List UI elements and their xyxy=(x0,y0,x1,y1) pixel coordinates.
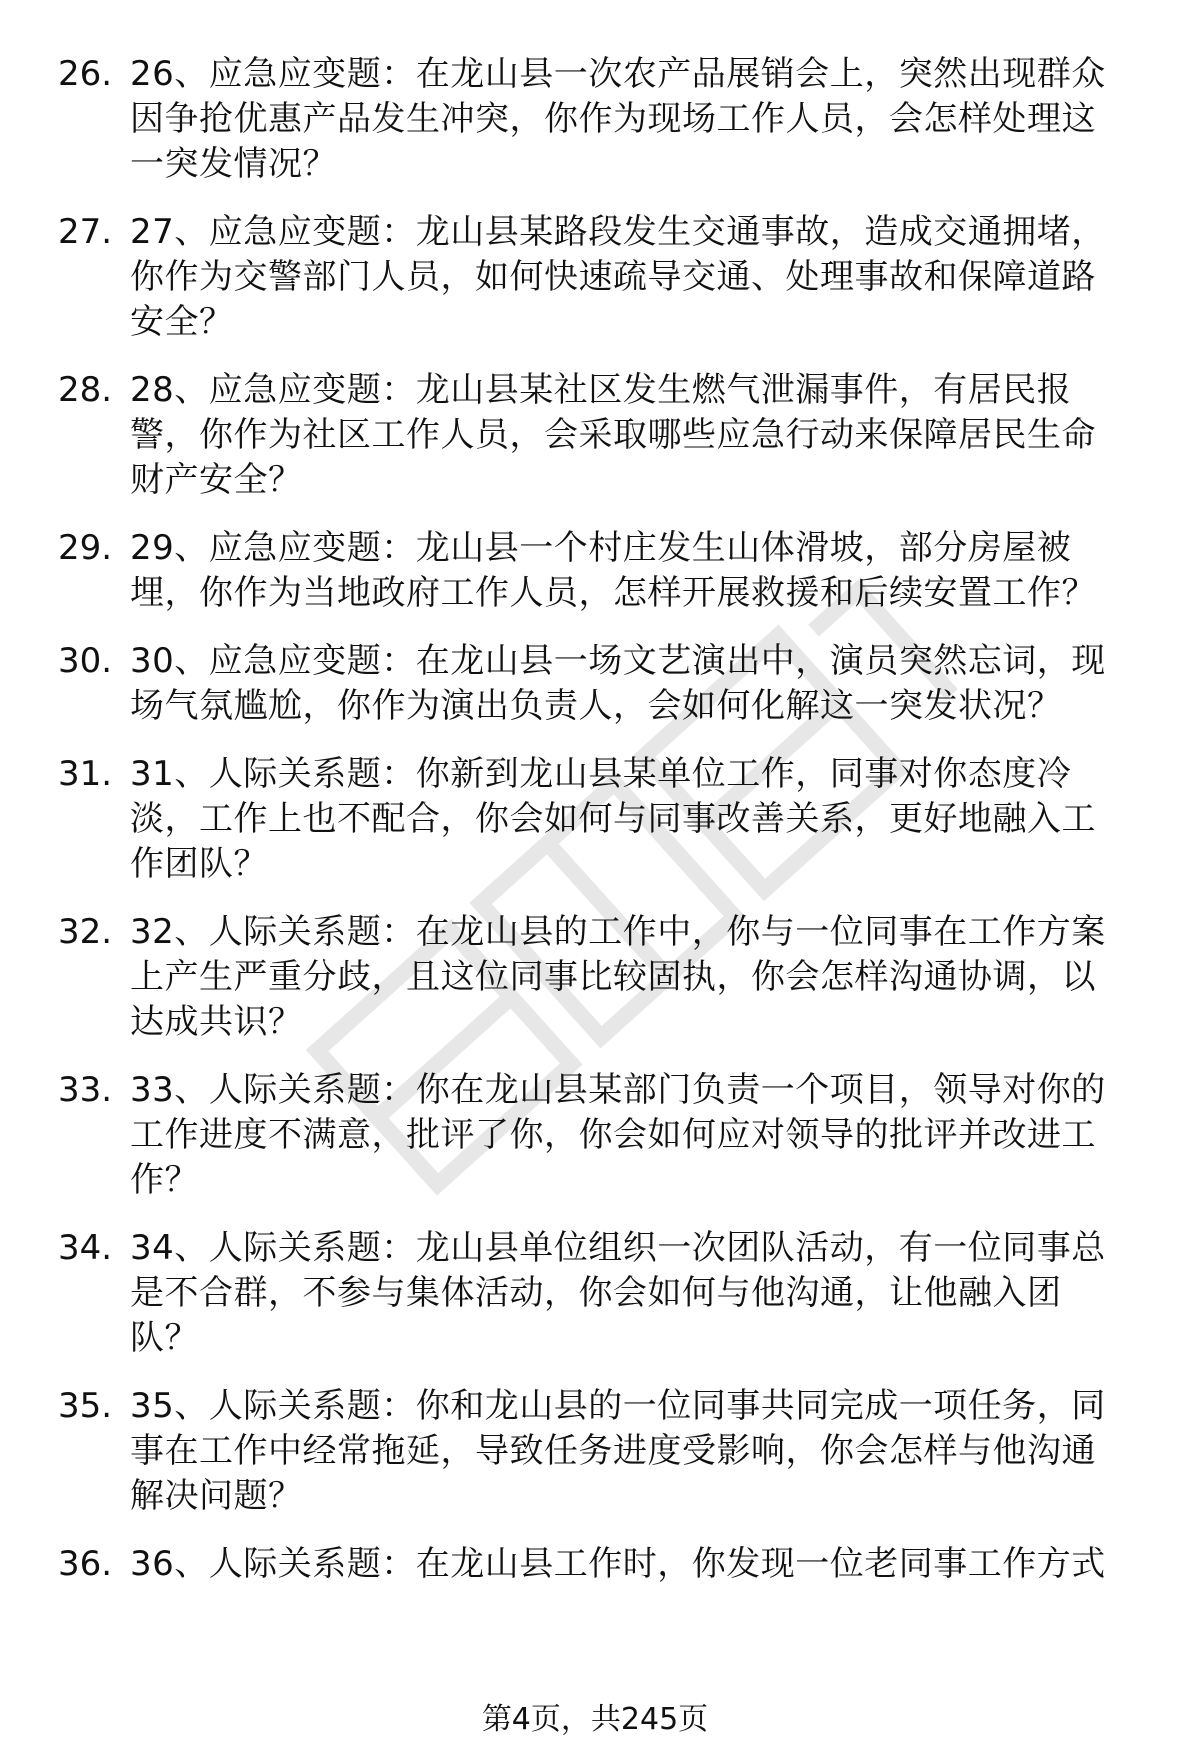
question-item-28 xyxy=(58,368,1158,503)
question-number: 26. xyxy=(58,54,113,94)
question-item-30 xyxy=(58,639,1158,729)
question-text: 28、应急应变题：龙山县某社区发生燃气泄漏事件，有居民报 警，你作为社区工作人员，会采取哪些应急行动来保障居民生命 财产安全？ xyxy=(130,370,1096,500)
question-text: 33、人际关系题：你在龙山县某部门负责一个项目，领导对你的 工作进度不满意，批评了你，你会如何应对领导的批评并改进工 作？ xyxy=(130,1070,1106,1200)
question-number: 27. xyxy=(58,212,113,252)
question-number: 35. xyxy=(58,1386,113,1426)
question-text: 27、应急应变题：龙山县某路段发生交通事故，造成交通拥堵， 你作为交警部门人员，如何快速疏导交通、处理事故和保障道路 安全？ xyxy=(130,212,1106,342)
question-number: 32. xyxy=(58,912,113,952)
question-item-27 xyxy=(58,210,1158,345)
page-number-footer: 第4页，共245页 xyxy=(481,1702,709,1737)
question-item-34 xyxy=(58,1226,1158,1361)
question-number: 34. xyxy=(58,1228,113,1268)
question-number: 36. xyxy=(58,1544,113,1584)
question-text: 30、应急应变题：在龙山县一场文艺演出中，演员突然忘词，现 场气氛尴尬，你作为演出负责人，会如何化解这一突发状况？ xyxy=(130,641,1106,726)
question-item-32 xyxy=(58,910,1158,1045)
question-number: 28. xyxy=(58,370,113,410)
question-number: 29. xyxy=(58,528,113,568)
question-text: 36、人际关系题：在龙山县工作时，你发现一位老同事工作方式 xyxy=(130,1544,1106,1584)
question-number: 30. xyxy=(58,641,113,681)
question-item-36 xyxy=(58,1542,1158,1587)
question-item-29 xyxy=(58,526,1158,616)
question-item-26 xyxy=(58,52,1158,187)
question-number: 31. xyxy=(58,754,113,794)
question-text: 35、人际关系题：你和龙山县的一位同事共同完成一项任务，同 事在工作中经常拖延，导致任务进度受影响，你会怎样与他沟通 解决问题？ xyxy=(130,1386,1106,1516)
question-number: 33. xyxy=(58,1070,113,1110)
question-text: 29、应急应变题：龙山县一个村庄发生山体滑坡，部分房屋被 埋，你作为当地政府工作人员，怎样开展救援和后续安置工作？ xyxy=(130,528,1096,613)
question-text: 34、人际关系题：龙山县单位组织一次团队活动，有一位同事总 是不合群，不参与集体活动，你会如何与他沟通，让他融入团 队？ xyxy=(130,1228,1106,1358)
question-item-31 xyxy=(58,752,1158,887)
question-list xyxy=(58,52,1158,1587)
question-item-33 xyxy=(58,1068,1158,1203)
question-text: 32、人际关系题：在龙山县的工作中，你与一位同事在工作方案 上产生严重分歧，且这位同事比较固执，你会怎样沟通协调，以 达成共识？ xyxy=(130,912,1106,1042)
question-text: 31、人际关系题：你新到龙山县某单位工作，同事对你态度冷 淡，工作上也不配合，你会如何与同事改善关系，更好地融入工 作团队？ xyxy=(130,754,1096,884)
question-text: 26、应急应变题：在龙山县一次农产品展销会上，突然出现群众 因争抢优惠产品发生冲突，你作为现场工作人员，会怎样处理这 一突发情况？ xyxy=(130,54,1106,184)
question-item-35 xyxy=(58,1384,1158,1519)
